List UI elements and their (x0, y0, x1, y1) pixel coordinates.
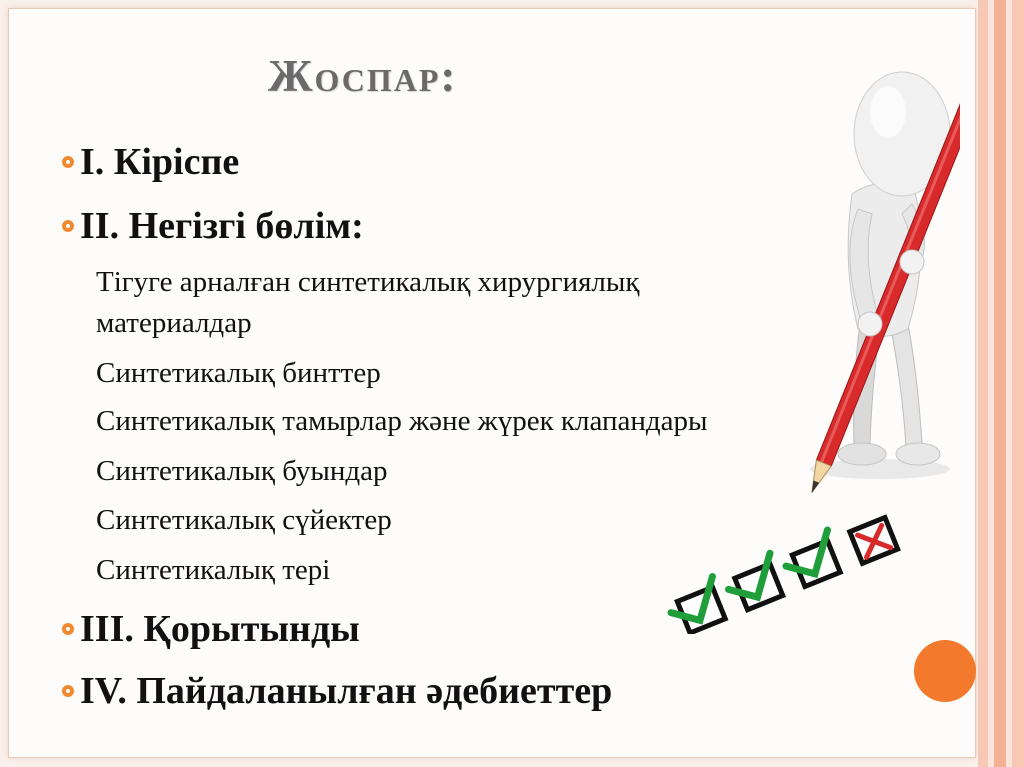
plan-item-introduction (62, 140, 239, 184)
sub-item: Синтетикалық сүйектер (96, 504, 392, 536)
sub-item: материалдар (96, 307, 252, 339)
bullet-icon (62, 156, 74, 168)
plan-item-label: II. Негізгі бөлім: (80, 205, 364, 247)
orange-circle-decoration (914, 640, 976, 702)
plan-item-main-part (62, 204, 364, 248)
bullet-icon (62, 685, 74, 697)
sub-item: Синтетикалық буындар (96, 455, 388, 487)
bullet-icon (62, 623, 74, 635)
sub-item: Тігуге арналған синтетикалық хирургиялық (96, 266, 640, 298)
bullet-icon (62, 220, 74, 232)
plan-item-conclusion (62, 607, 360, 651)
sub-item: Синтетикалық тері (96, 554, 331, 586)
slide-title: Жоспар: (268, 51, 458, 101)
plan-item-label: III. Қорытынды (80, 608, 360, 650)
figure-with-pencil-illustration (640, 24, 960, 634)
sub-item: Синтетикалық бинттер (96, 357, 381, 389)
plan-item-label: I. Кіріспе (80, 141, 240, 183)
plan-item-label: IV. Пайдаланылған әдебиеттер (80, 670, 613, 712)
sub-item: Синтетикалық тамырлар және жүрек клапандары (96, 405, 708, 437)
plan-item-references (62, 669, 612, 713)
decorative-stripes (978, 0, 1024, 767)
